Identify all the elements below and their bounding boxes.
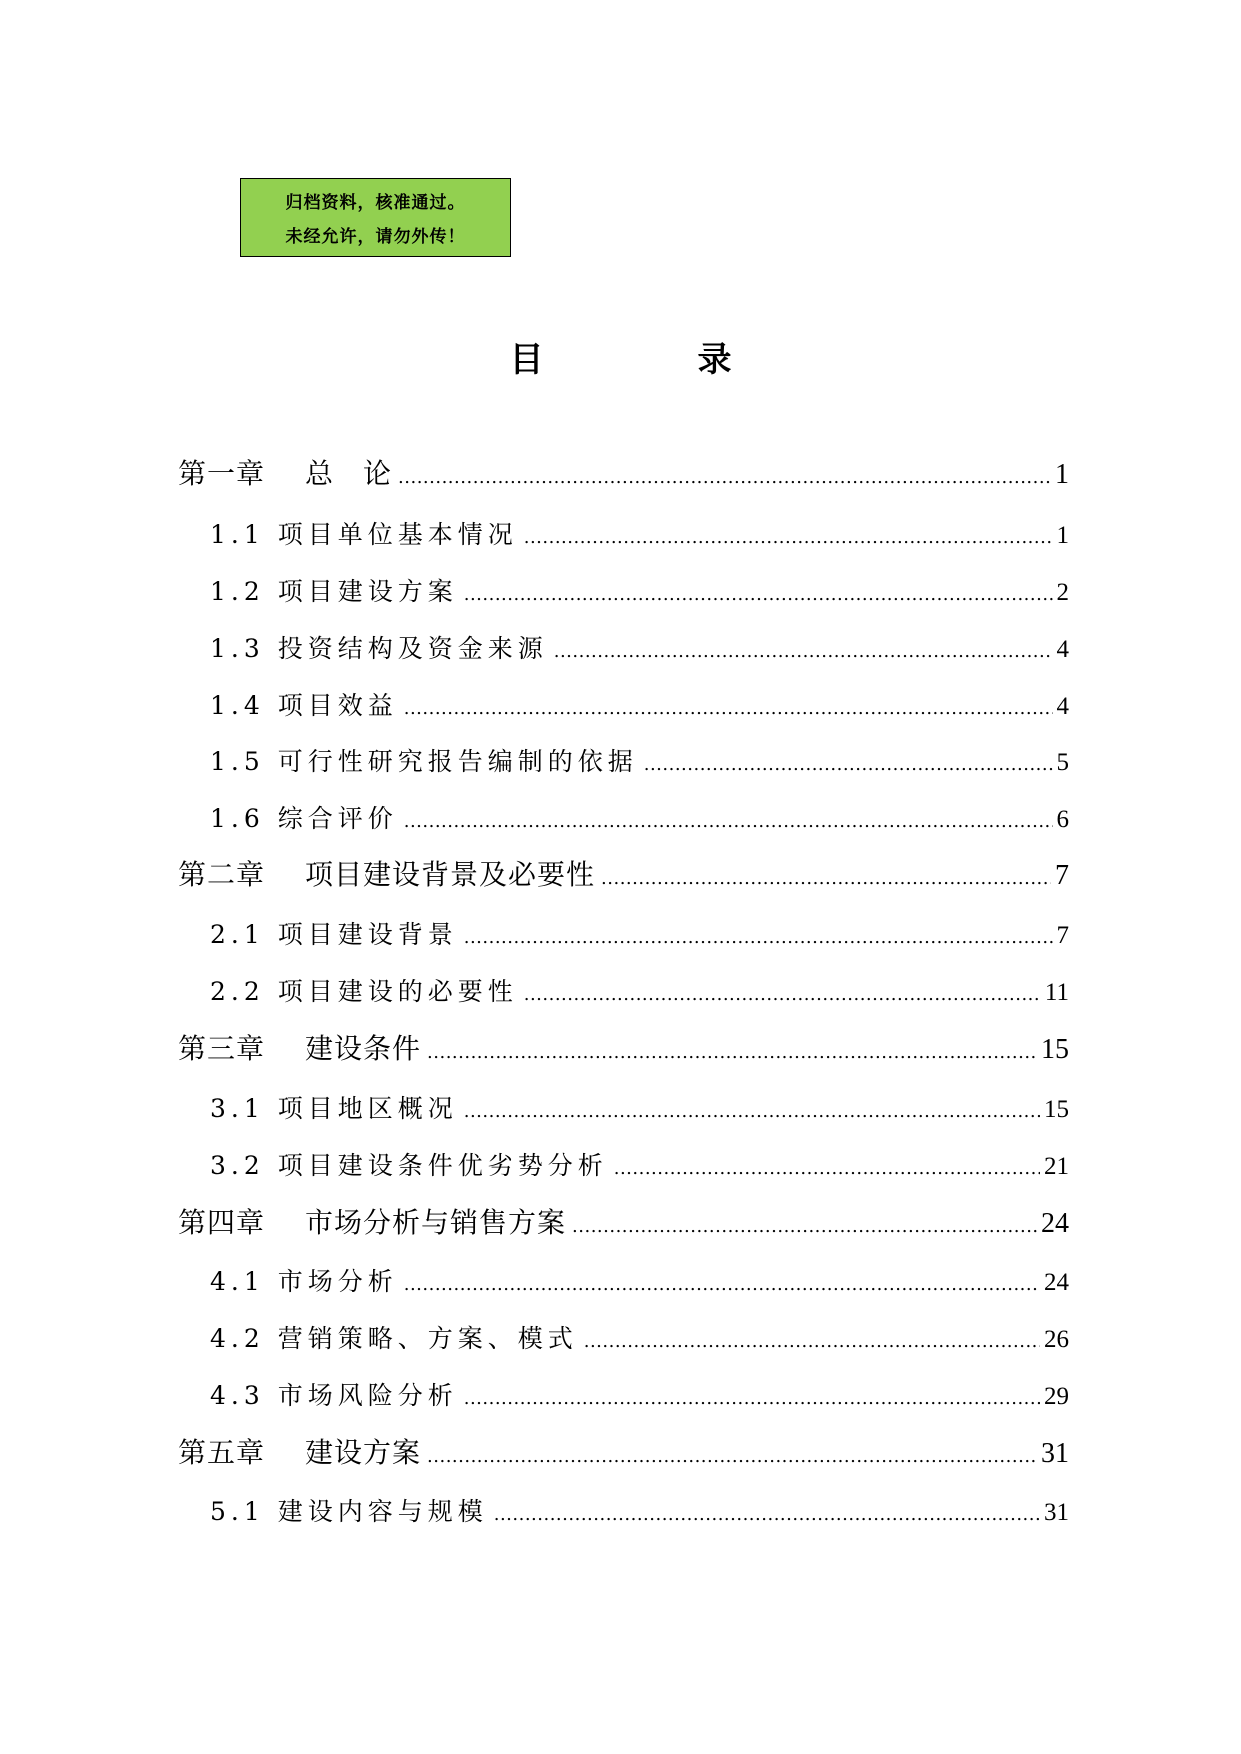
toc-page-number: 6 — [1056, 806, 1069, 833]
toc-chapter-title: 市场分析与销售方案 — [305, 1206, 567, 1239]
toc-page-number: 15 — [1041, 1034, 1069, 1065]
toc-section-2-1[interactable] — [210, 915, 1069, 949]
toc-dot-leader — [524, 984, 1041, 1005]
toc-page-number: 24 — [1041, 1208, 1069, 1239]
toc-section-4-2[interactable] — [210, 1319, 1069, 1353]
toc-section-2-2[interactable] — [210, 972, 1069, 1006]
toc-section-3-2[interactable] — [210, 1146, 1069, 1180]
toc-section-1-6[interactable] — [210, 799, 1069, 833]
toc-section-4-3[interactable] — [210, 1376, 1069, 1410]
page-title: 目 录 — [509, 340, 792, 380]
toc-dot-leader — [601, 868, 1051, 889]
toc-page-number: 21 — [1044, 1153, 1069, 1180]
toc-section-title: 4.1 市场分析 — [210, 1267, 398, 1296]
toc-section-title: 1.1 项目单位基本情况 — [210, 520, 518, 549]
toc-section-1-2[interactable] — [210, 572, 1069, 606]
toc-chapter-5[interactable] — [178, 1431, 1069, 1467]
toc-page-number: 31 — [1044, 1499, 1069, 1526]
toc-section-3-1[interactable] — [210, 1089, 1069, 1123]
toc-chapter-title: 建设条件 — [305, 1032, 422, 1065]
toc-page-number: 29 — [1044, 1383, 1069, 1410]
toc-page-number: 5 — [1056, 749, 1069, 776]
toc-section-title: 3.2 项目建设条件优劣势分析 — [210, 1151, 608, 1180]
toc-section-title: 4.2 营销策略、方案、模式 — [210, 1324, 578, 1353]
toc-chapter-title: 总 论 — [305, 457, 393, 490]
toc-page-number: 7 — [1056, 922, 1069, 949]
toc-page-number: 2 — [1056, 579, 1069, 606]
toc-page-number: 4 — [1056, 636, 1069, 663]
toc-section-title: 1.4 项目效益 — [210, 691, 398, 720]
toc-dot-leader — [524, 527, 1053, 548]
toc-page-number: 7 — [1055, 860, 1069, 891]
toc-section-title: 1.5 可行性研究报告编制的依据 — [210, 747, 638, 776]
toc-page-number: 1 — [1055, 459, 1069, 490]
toc-page-number: 15 — [1044, 1096, 1069, 1123]
toc-chapter-number: 第四章 — [178, 1206, 266, 1239]
toc-section-1-4[interactable] — [210, 686, 1069, 720]
toc-chapter-number: 第五章 — [178, 1436, 266, 1469]
toc-section-5-1[interactable] — [210, 1492, 1069, 1526]
toc-dot-leader — [464, 584, 1053, 605]
toc-section-title: 1.3 投资结构及资金来源 — [210, 634, 548, 663]
toc-section-1-5[interactable] — [210, 742, 1069, 776]
toc-chapter-3[interactable] — [178, 1027, 1069, 1063]
toc-page-number: 26 — [1044, 1326, 1069, 1353]
toc-chapter-2[interactable] — [178, 853, 1069, 889]
toc-dot-leader — [644, 754, 1053, 775]
toc-dot-leader — [427, 1042, 1037, 1063]
toc-dot-leader — [464, 1101, 1040, 1122]
toc-page-number: 24 — [1044, 1269, 1069, 1296]
toc-chapter-number: 第二章 — [178, 858, 266, 891]
toc-section-1-1[interactable] — [210, 515, 1069, 549]
toc-dot-leader — [614, 1158, 1040, 1179]
toc-page-number: 4 — [1056, 693, 1069, 720]
toc-section-title: 1.2 项目建设方案 — [210, 577, 458, 606]
toc-page-number: 31 — [1041, 1438, 1069, 1469]
toc-section-title: 2.1 项目建设背景 — [210, 920, 458, 949]
toc-dot-leader — [404, 1274, 1040, 1295]
toc-dot-leader — [427, 1446, 1037, 1467]
toc-dot-leader — [404, 698, 1053, 719]
toc-section-title: 4.3 市场风险分析 — [210, 1381, 458, 1410]
toc-chapter-number: 第三章 — [178, 1032, 266, 1065]
toc-dot-leader — [572, 1216, 1037, 1237]
toc-section-title: 2.2 项目建设的必要性 — [210, 977, 518, 1006]
toc-dot-leader — [398, 467, 1051, 488]
toc-chapter-4[interactable] — [178, 1201, 1069, 1237]
toc-section-title: 1.6 综合评价 — [210, 804, 398, 833]
toc-chapter-1[interactable] — [178, 452, 1069, 488]
toc-dot-leader — [554, 641, 1053, 662]
stamp-line-2: 未经允许，请勿外传！ — [285, 227, 466, 247]
archive-stamp — [240, 178, 511, 257]
toc-chapter-title: 建设方案 — [305, 1436, 422, 1469]
toc-chapter-title: 项目建设背景及必要性 — [305, 858, 596, 891]
toc-dot-leader — [494, 1504, 1040, 1525]
stamp-line-1: 归档资料，核准通过。 — [285, 193, 466, 213]
toc-page-number: 11 — [1044, 979, 1069, 1006]
toc-section-title: 3.1 项目地区概况 — [210, 1094, 458, 1123]
toc-chapter-number: 第一章 — [178, 457, 266, 490]
toc-section-title: 5.1 建设内容与规模 — [210, 1497, 488, 1526]
toc-dot-leader — [464, 927, 1053, 948]
toc-dot-leader — [404, 811, 1053, 832]
toc-dot-leader — [584, 1331, 1040, 1352]
toc-page-number: 1 — [1056, 522, 1069, 549]
toc-section-1-3[interactable] — [210, 629, 1069, 663]
toc-dot-leader — [464, 1388, 1040, 1409]
toc-section-4-1[interactable] — [210, 1262, 1069, 1296]
